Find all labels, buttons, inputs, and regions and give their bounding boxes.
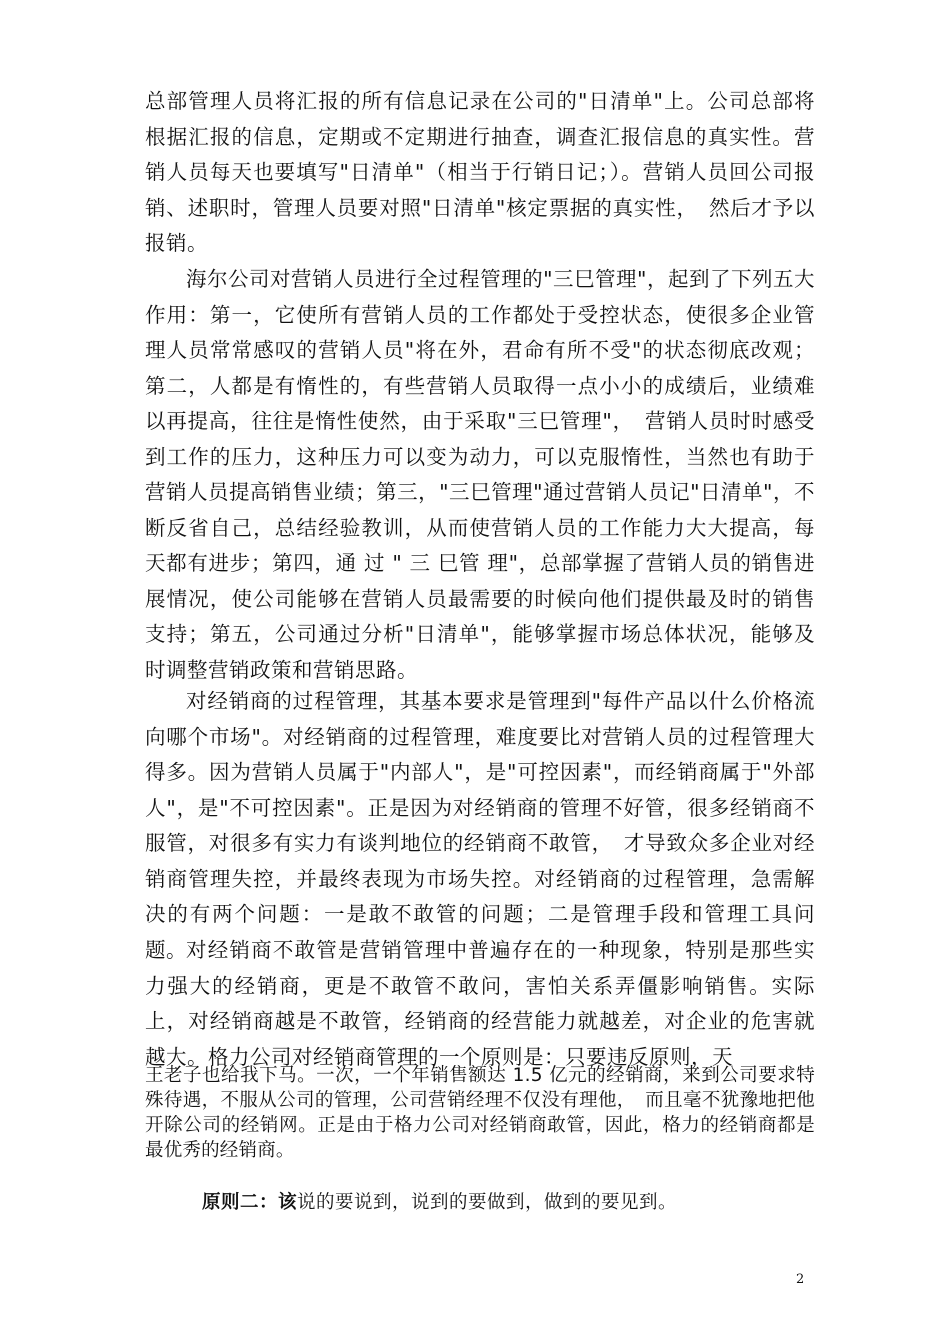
paragraph-1: 总部管理人员将汇报的所有信息记录在公司的"日清单"上。公司总部将根据汇报的信息，定期或不定期进行抽查，调查汇报信息的真实性。营销人员每天也要填写"日清单"（相当于行销日记；）。营销人员回公司报销、述职时，管理人员要对照"日清单"核定票据的真实性， 然后才予以报销。 [145,89,815,255]
paragraph-3: 对经销商的过程管理，其基本要求是管理到"每件产品以什么价格流向哪个市场"。对经销商的过程管理，难度要比对营销人员的过程管理大得多。因为营销人员属于"内部人"，是"可控因素"，而经销商属于"外部人"，是"不可控因素"。正是因为对经销商的管理不好管，很多经销商不服管，对很多有实力有谈判地位的经销商不敢管， 才导致众多企业对经销商管理失控，并最终表现为市场失控。对经销商的过程管理，急需解决的有两个问题：一是敢不敢管的问题；二是管理手段和管理工具问题。 [145,689,815,962]
paragraph-4: 对经销商不敢管是营销管理中普遍存在的一种现象，特别是那些实力强大的经销商，更是不敢管不敢问，害怕关系弄僵影响销售。实际上，对经销商越是不敢管，经销商的经营能力就越差，对企业的危害就越大。格力公司对经销商管理的一个原则是：只要违反原则，天 [145,938,815,1069]
paragraph-6 [145,1190,815,1216]
paragraph-2: 海尔公司对营销人员进行全过程管理的"三巳管理"，起到了下列五大作用：第一，它使所有营销人员的工作都处于受控状态，使很多企业管理人员常常感叹的营销人员"将在外，君命有所不受"的状态彻底改观；第二，人都是有惰性的，有些营销人员取得一点小小的成绩后，业绩难以再提高，往往是惰性使然，由于采取"三巳管理"， 营销人员时时感受到工作的压力，这种压力可以变为动力，可以克服惰性，当然也有助于营销人员提高销售业绩；第三，"三巳管理"通过营销人员记"日清单"，不断反省自己，总结经验教训，从而使营销人员的工作能力大大提高，每天都有进步；第四，通 过 " 三 巳管 理"，总部掌握了营销人员的销售进展情况，使公司能够在营销人员最需要的时候向他们提供最及时的销售支持；第五，公司通过分析"日清单"，能够掌握市场总体状况，能够及时调整营销政策和营销思路。 [145,267,815,682]
page-number: 2 [796,1272,805,1287]
principle-heading: 原则二：该 [202,1192,298,1213]
principle-text: 说的要说到，说到的要做到，做到的要见到。 [297,1192,678,1213]
paragraph-5: 王老子也给我下马。一次，一个年销售额达 1.5 亿元的经销商，来到公司要求特殊待遇，不服从公司的管理，公司营销经理不仅没有理他， 而且毫不犹豫地把他开除公司的经销网。正是由于格力公司对经销商敢管，因此，格力的经销商都是最优秀的经销商。 [145,1065,815,1161]
